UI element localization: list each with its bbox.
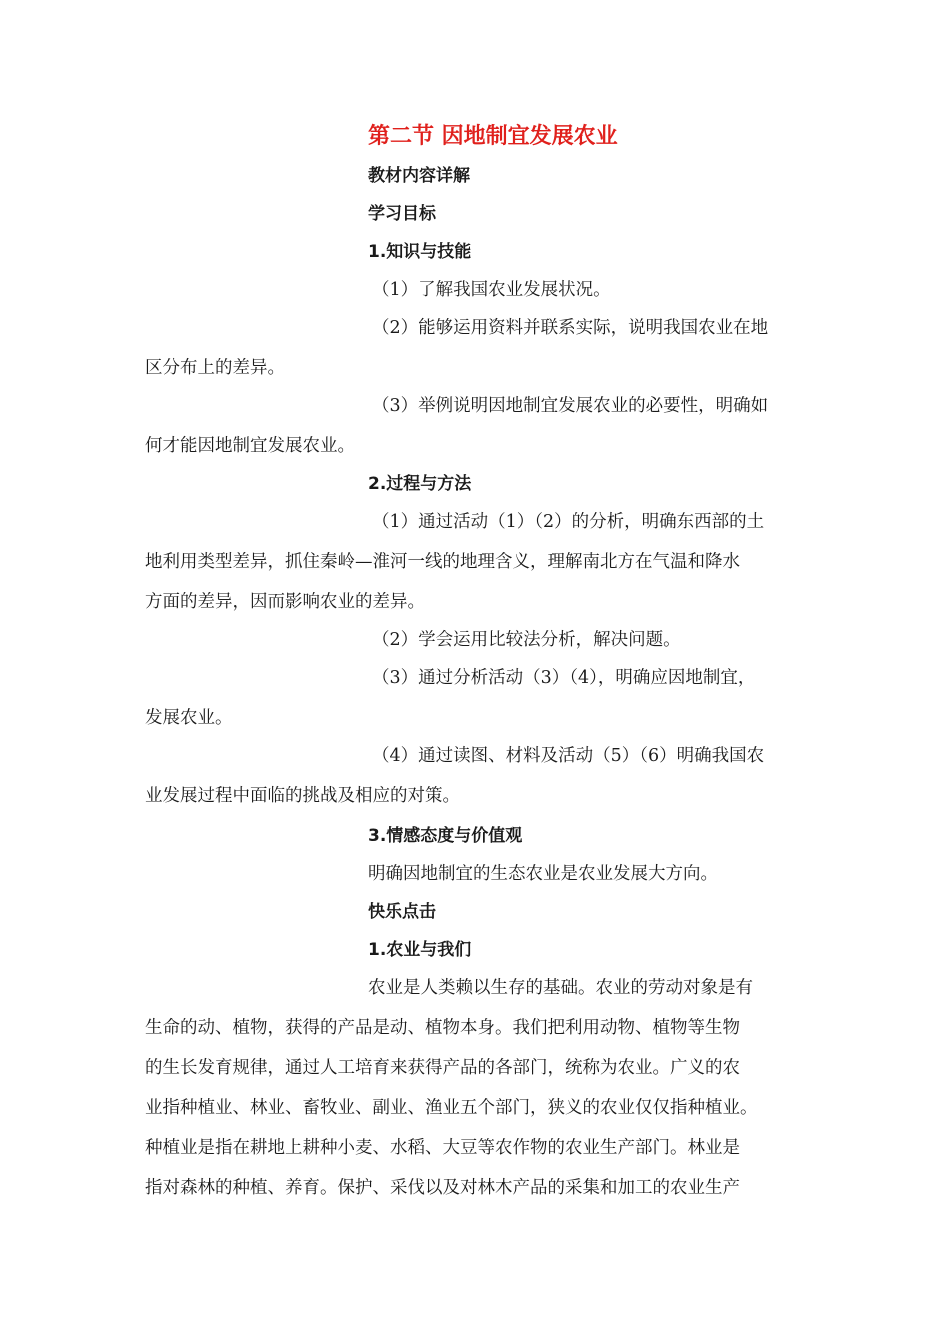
paragraph-line: （3）举例说明因地制宜发展农业的必要性，明确如 (372, 396, 769, 416)
paragraph-line: 地利用类型差异，抓住秦岭—淮河一线的地理含义，理解南北方在气温和降水 (145, 552, 740, 572)
section-title: 第二节 因地制宜发展农业 (368, 124, 618, 149)
heading-happy-click: 快乐点击 (368, 902, 436, 922)
paragraph-line: （2）学会运用比较法分析，解决问题。 (372, 630, 681, 650)
paragraph-line: （1）了解我国农业发展状况。 (372, 280, 611, 300)
paragraph-line: 生命的动、植物，获得的产品是动、植物本身。我们把利用动物、植物等生物 (145, 1018, 740, 1038)
paragraph-line: 种植业是指在耕地上耕种小麦、水稻、大豆等农作物的农业生产部门。林业是 (145, 1138, 740, 1158)
paragraph-line: （3）通过分析活动（3）（4），明确应因地制宜， (372, 668, 756, 688)
heading-process-methods: 2.过程与方法 (368, 474, 472, 494)
heading-attitudes-values: 3.情感态度与价值观 (368, 826, 523, 846)
heading-knowledge-skills: 1.知识与技能 (368, 242, 472, 262)
paragraph-line: 的生长发育规律，通过人工培育来获得产品的各部门，统称为农业。广义的农 (145, 1058, 740, 1078)
heading-learning-goals: 学习目标 (368, 204, 436, 224)
paragraph-line: （2）能够运用资料并联系实际，说明我国农业在地 (372, 318, 769, 338)
paragraph-line: 何才能因地制宜发展农业。 (145, 436, 355, 456)
paragraph-line: 明确因地制宜的生态农业是农业发展大方向。 (368, 864, 718, 884)
paragraph-line: 农业是人类赖以生存的基础。农业的劳动对象是有 (368, 978, 753, 998)
heading-agriculture-and-us: 1.农业与我们 (368, 940, 472, 960)
paragraph-line: 业发展过程中面临的挑战及相应的对策。 (145, 786, 460, 806)
heading-textbook-explanation: 教材内容详解 (368, 166, 470, 186)
paragraph-line: （1）通过活动（1）（2）的分析，明确东西部的土 (372, 512, 765, 532)
paragraph-line: 方面的差异，因而影响农业的差异。 (145, 592, 425, 612)
paragraph-line: 业指种植业、林业、畜牧业、副业、渔业五个部门，狭义的农业仅仅指种植业。 (145, 1098, 758, 1118)
paragraph-line: 区分布上的差异。 (145, 358, 285, 378)
paragraph-line: 发展农业。 (145, 708, 233, 728)
paragraph-line: （4）通过读图、材料及活动（5）（6）明确我国农 (372, 746, 765, 766)
paragraph-line: 指对森林的种植、养育。保护、采伐以及对林木产品的采集和加工的农业生产 (145, 1178, 740, 1198)
